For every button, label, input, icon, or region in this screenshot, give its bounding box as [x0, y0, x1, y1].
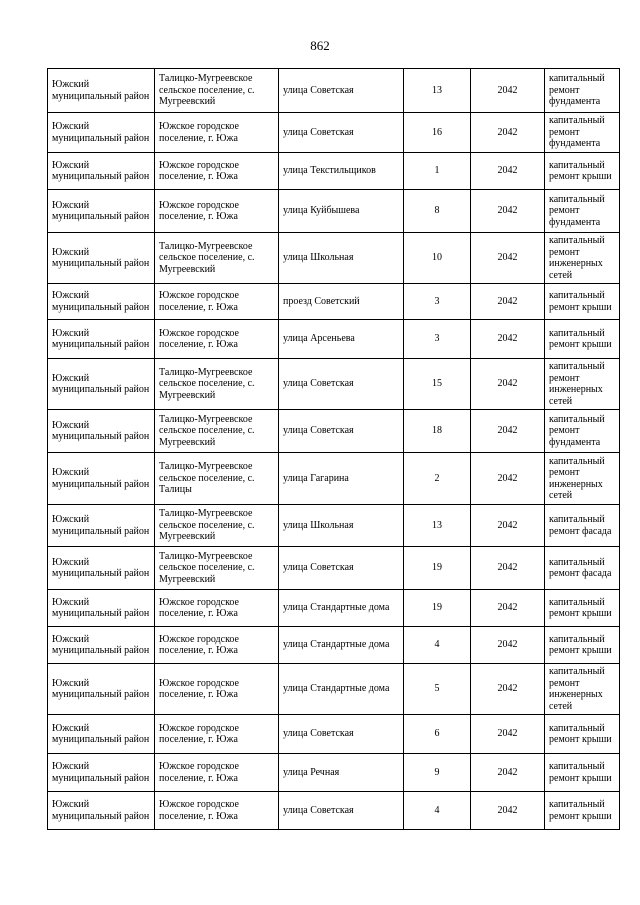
table-row — [48, 453, 620, 505]
street-cell: улица Советская — [279, 69, 404, 113]
house-number-cell: 3 — [404, 320, 471, 359]
street-cell: улица Школьная — [279, 233, 404, 284]
house-number-cell: 19 — [404, 547, 471, 590]
year-cell: 2042 — [471, 627, 545, 664]
house-number-cell: 19 — [404, 590, 471, 627]
table-row — [48, 359, 620, 410]
street-cell: проезд Советский — [279, 284, 404, 320]
settlement-cell: Талицко-Мугреевское сельское поселение, с. Мугреевский — [155, 410, 279, 453]
district-cell: Южский муниципальный район — [48, 320, 155, 359]
table-row — [48, 113, 620, 153]
district-cell: Южский муниципальный район — [48, 453, 155, 505]
year-cell: 2042 — [471, 505, 545, 547]
district-cell: Южский муниципальный район — [48, 547, 155, 590]
district-cell: Южский муниципальный район — [48, 505, 155, 547]
work-type-cell: капитальный ремонт крыши — [545, 153, 620, 190]
table-row — [48, 505, 620, 547]
street-cell: улица Гагарина — [279, 453, 404, 505]
settlement-cell: Талицко-Мугреевское сельское поселение, с. Мугреевский — [155, 505, 279, 547]
table-row — [48, 190, 620, 233]
house-number-cell: 1 — [404, 153, 471, 190]
table-row — [48, 664, 620, 715]
settlement-cell: Южское городское поселение, г. Южа — [155, 284, 279, 320]
district-cell: Южский муниципальный район — [48, 113, 155, 153]
settlement-cell: Талицко-Мугреевское сельское поселение, с. Мугреевский — [155, 547, 279, 590]
house-number-cell: 9 — [404, 754, 471, 792]
house-number-cell: 6 — [404, 715, 471, 754]
settlement-cell: Южское городское поселение, г. Южа — [155, 664, 279, 715]
page-number: 862 — [310, 38, 330, 53]
district-cell: Южский муниципальный район — [48, 359, 155, 410]
year-cell: 2042 — [471, 754, 545, 792]
work-type-cell: капитальный ремонт фундамента — [545, 69, 620, 113]
district-cell: Южский муниципальный район — [48, 69, 155, 113]
table-row — [48, 320, 620, 359]
house-number-cell: 16 — [404, 113, 471, 153]
street-cell: улица Советская — [279, 715, 404, 754]
street-cell: улица Стандартные дома — [279, 590, 404, 627]
table-row — [48, 284, 620, 320]
table-row — [48, 410, 620, 453]
work-type-cell: капитальный ремонт фундамента — [545, 410, 620, 453]
work-type-cell: капитальный ремонт крыши — [545, 627, 620, 664]
settlement-cell: Южское городское поселение, г. Южа — [155, 590, 279, 627]
table-row — [48, 547, 620, 590]
house-number-cell: 3 — [404, 284, 471, 320]
year-cell: 2042 — [471, 284, 545, 320]
house-number-cell: 4 — [404, 627, 471, 664]
table-row — [48, 792, 620, 830]
work-type-cell: капитальный ремонт фундамента — [545, 113, 620, 153]
table-row — [48, 590, 620, 627]
house-number-cell: 8 — [404, 190, 471, 233]
house-number-cell: 18 — [404, 410, 471, 453]
district-cell: Южский муниципальный район — [48, 233, 155, 284]
settlement-cell: Южское городское поселение, г. Южа — [155, 754, 279, 792]
house-number-cell: 15 — [404, 359, 471, 410]
district-cell: Южский муниципальный район — [48, 792, 155, 830]
house-number-cell: 13 — [404, 69, 471, 113]
work-type-cell: капитальный ремонт крыши — [545, 792, 620, 830]
work-type-cell: капитальный ремонт крыши — [545, 320, 620, 359]
street-cell: улица Советская — [279, 359, 404, 410]
work-type-cell: капитальный ремонт инженерных сетей — [545, 453, 620, 505]
district-cell: Южский муниципальный район — [48, 590, 155, 627]
street-cell: улица Школьная — [279, 505, 404, 547]
district-cell: Южский муниципальный район — [48, 715, 155, 754]
work-type-cell: капитальный ремонт инженерных сетей — [545, 233, 620, 284]
year-cell: 2042 — [471, 233, 545, 284]
work-type-cell: капитальный ремонт инженерных сетей — [545, 664, 620, 715]
year-cell: 2042 — [471, 453, 545, 505]
street-cell: улица Советская — [279, 410, 404, 453]
work-type-cell: капитальный ремонт крыши — [545, 284, 620, 320]
settlement-cell: Южское городское поселение, г. Южа — [155, 153, 279, 190]
settlement-cell: Южское городское поселение, г. Южа — [155, 715, 279, 754]
house-number-cell: 5 — [404, 664, 471, 715]
street-cell: улица Куйбышева — [279, 190, 404, 233]
settlement-cell: Талицко-Мугреевское сельское поселение, с. Мугреевский — [155, 233, 279, 284]
settlement-cell: Талицко-Мугреевское сельское поселение, с. Мугреевский — [155, 69, 279, 113]
work-type-cell: капитальный ремонт фундамента — [545, 190, 620, 233]
work-type-cell: капитальный ремонт крыши — [545, 590, 620, 627]
settlement-cell: Южское городское поселение, г. Южа — [155, 792, 279, 830]
table-row — [48, 153, 620, 190]
table-row — [48, 627, 620, 664]
year-cell: 2042 — [471, 113, 545, 153]
house-number-cell: 2 — [404, 453, 471, 505]
settlement-cell: Южское городское поселение, г. Южа — [155, 113, 279, 153]
work-type-cell: капитальный ремонт фасада — [545, 505, 620, 547]
table-row — [48, 754, 620, 792]
street-cell: улица Стандартные дома — [279, 627, 404, 664]
street-cell: улица Советская — [279, 547, 404, 590]
district-cell: Южский муниципальный район — [48, 627, 155, 664]
street-cell: улица Советская — [279, 113, 404, 153]
settlement-cell: Южское городское поселение, г. Южа — [155, 190, 279, 233]
table-row — [48, 69, 620, 113]
district-cell: Южский муниципальный район — [48, 664, 155, 715]
work-type-cell: капитальный ремонт крыши — [545, 715, 620, 754]
settlement-cell: Южское городское поселение, г. Южа — [155, 627, 279, 664]
street-cell: улица Речная — [279, 754, 404, 792]
year-cell: 2042 — [471, 410, 545, 453]
work-type-cell: капитальный ремонт фасада — [545, 547, 620, 590]
district-cell: Южский муниципальный район — [48, 754, 155, 792]
district-cell: Южский муниципальный район — [48, 410, 155, 453]
house-number-cell: 13 — [404, 505, 471, 547]
street-cell: улица Арсеньева — [279, 320, 404, 359]
housing-repair-table — [47, 68, 620, 830]
year-cell: 2042 — [471, 69, 545, 113]
work-type-cell: капитальный ремонт крыши — [545, 754, 620, 792]
year-cell: 2042 — [471, 359, 545, 410]
table-row — [48, 715, 620, 754]
house-number-cell: 10 — [404, 233, 471, 284]
settlement-cell: Талицко-Мугреевское сельское поселение, с. Мугреевский — [155, 359, 279, 410]
year-cell: 2042 — [471, 664, 545, 715]
district-cell: Южский муниципальный район — [48, 153, 155, 190]
district-cell: Южский муниципальный район — [48, 190, 155, 233]
year-cell: 2042 — [471, 715, 545, 754]
year-cell: 2042 — [471, 547, 545, 590]
year-cell: 2042 — [471, 153, 545, 190]
year-cell: 2042 — [471, 590, 545, 627]
street-cell: улица Стандартные дома — [279, 664, 404, 715]
street-cell: улица Текстильщиков — [279, 153, 404, 190]
house-number-cell: 4 — [404, 792, 471, 830]
street-cell: улица Советская — [279, 792, 404, 830]
settlement-cell: Талицко-Мугреевское сельское поселение, с. Талицы — [155, 453, 279, 505]
table-row — [48, 233, 620, 284]
year-cell: 2042 — [471, 320, 545, 359]
district-cell: Южский муниципальный район — [48, 284, 155, 320]
settlement-cell: Южское городское поселение, г. Южа — [155, 320, 279, 359]
year-cell: 2042 — [471, 190, 545, 233]
work-type-cell: капитальный ремонт инженерных сетей — [545, 359, 620, 410]
table-body — [48, 69, 620, 830]
year-cell: 2042 — [471, 792, 545, 830]
